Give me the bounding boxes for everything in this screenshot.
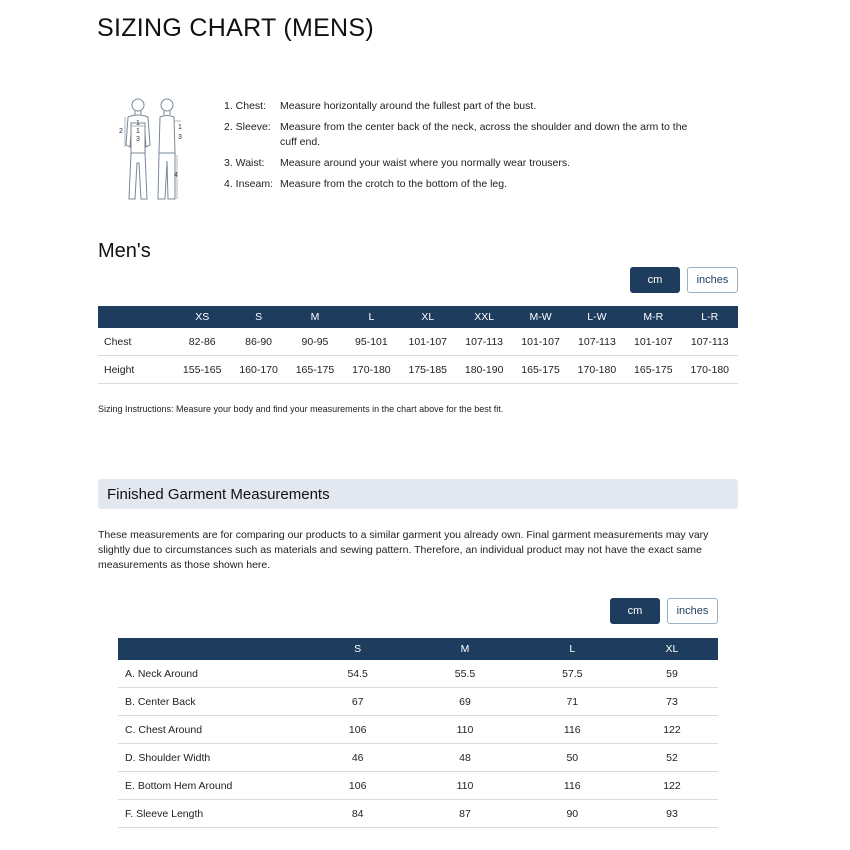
mens-cm-button[interactable]: cm — [630, 267, 680, 293]
table-cell: 101-107 — [400, 328, 456, 356]
table-header-cell: L-R — [682, 306, 738, 328]
table-header-row — [118, 638, 718, 660]
table-row — [118, 660, 718, 688]
table-cell: 46 — [304, 744, 411, 772]
garment-inches-button[interactable]: inches — [667, 598, 718, 624]
table-header-cell: M-R — [625, 306, 681, 328]
garment-section-title: Finished Garment Measurements — [107, 485, 330, 503]
table-row — [118, 800, 718, 828]
table-cell: 170-180 — [569, 356, 625, 384]
table-header-row — [98, 306, 738, 328]
table-cell: 73 — [626, 688, 718, 716]
table-cell: 107-113 — [569, 328, 625, 356]
table-cell: 106 — [304, 716, 411, 744]
table-cell: 122 — [626, 772, 718, 800]
table-header-cell: M — [411, 638, 518, 660]
row-label: Chest — [98, 328, 174, 356]
table-cell: 155-165 — [174, 356, 230, 384]
figure-label-2: 2 — [119, 128, 123, 135]
figure-label-3b: 3 — [178, 134, 182, 141]
instruction-description: Measure from the center back of the neck, across the shoulder and down the arm to the cuff end. — [280, 121, 688, 148]
instruction-item — [224, 120, 704, 150]
row-label: E. Bottom Hem Around — [118, 772, 304, 800]
table-row — [98, 328, 738, 356]
instruction-term: 2. Sleeve: — [224, 121, 271, 133]
sizing-instructions-note: Sizing Instructions: Measure your body and find your measurements in the chart above for the best fit. — [98, 404, 504, 414]
table-cell: 48 — [411, 744, 518, 772]
table-cell: 86-90 — [230, 328, 286, 356]
table-row — [118, 744, 718, 772]
figure-label-4: 4 — [174, 172, 178, 179]
table-header-cell: XL — [400, 306, 456, 328]
garment-measurement-table — [118, 638, 718, 828]
table-cell: 71 — [519, 688, 626, 716]
row-label: Height — [98, 356, 174, 384]
table-cell: 90-95 — [287, 328, 343, 356]
body-measurement-figure — [112, 95, 188, 205]
figure-label-3: 3 — [136, 136, 140, 143]
row-label: F. Sleeve Length — [118, 800, 304, 828]
instruction-term: 1. Chest: — [224, 100, 267, 112]
instruction-item — [224, 177, 704, 192]
table-cell: 165-175 — [287, 356, 343, 384]
table-cell: 54.5 — [304, 660, 411, 688]
table-row — [118, 688, 718, 716]
table-cell: 82-86 — [174, 328, 230, 356]
table-cell: 170-180 — [343, 356, 399, 384]
row-label: D. Shoulder Width — [118, 744, 304, 772]
measurement-instructions — [224, 99, 704, 198]
mens-size-table — [98, 306, 738, 384]
table-header-cell: S — [230, 306, 286, 328]
table-cell: 101-107 — [512, 328, 568, 356]
table-cell: 106 — [304, 772, 411, 800]
mens-unit-toggle — [630, 267, 738, 293]
row-label: B. Center Back — [118, 688, 304, 716]
table-cell: 52 — [626, 744, 718, 772]
instruction-term: 4. Inseam: — [224, 178, 274, 190]
table-cell: 90 — [519, 800, 626, 828]
page-title: SIZING CHART (MENS) — [97, 14, 375, 42]
table-header-empty — [98, 306, 174, 328]
table-cell: 93 — [626, 800, 718, 828]
table-cell: 122 — [626, 716, 718, 744]
table-header-cell: L-W — [569, 306, 625, 328]
figure-label-1c: 1 — [178, 124, 182, 131]
garment-cm-button[interactable]: cm — [610, 598, 660, 624]
garment-description: These measurements are for comparing our products to a similar garment you already own. Final garment measurements may vary slightly due to circumstances such as materials and sewing pattern. Therefore, an individual product may not have the exact same measurements as those shown here. — [98, 529, 709, 571]
table-header-cell: XS — [174, 306, 230, 328]
table-cell: 110 — [411, 716, 518, 744]
instruction-term: 3. Waist: — [224, 157, 265, 169]
mens-section-title: Men's — [98, 240, 151, 262]
table-cell: 101-107 — [625, 328, 681, 356]
instruction-item — [224, 156, 704, 171]
table-cell: 55.5 — [411, 660, 518, 688]
mens-inches-button[interactable]: inches — [687, 267, 738, 293]
table-cell: 95-101 — [343, 328, 399, 356]
table-header-cell: M — [287, 306, 343, 328]
table-cell: 180-190 — [456, 356, 512, 384]
table-header-cell: S — [304, 638, 411, 660]
garment-unit-toggle — [610, 598, 718, 624]
table-cell: 67 — [304, 688, 411, 716]
human-figure-illustration — [112, 95, 188, 205]
table-cell: 59 — [626, 660, 718, 688]
table-cell: 116 — [519, 772, 626, 800]
table-cell: 107-113 — [682, 328, 738, 356]
table-header-cell: XL — [626, 638, 718, 660]
table-cell: 50 — [519, 744, 626, 772]
row-label: C. Chest Around — [118, 716, 304, 744]
table-cell: 107-113 — [456, 328, 512, 356]
table-header-cell: L — [519, 638, 626, 660]
table-cell: 116 — [519, 716, 626, 744]
table-cell: 69 — [411, 688, 518, 716]
table-row — [98, 356, 738, 384]
instruction-description: Measure from the crotch to the bottom of the leg. — [280, 178, 508, 190]
table-cell: 165-175 — [625, 356, 681, 384]
table-cell: 87 — [411, 800, 518, 828]
table-header-cell: XXL — [456, 306, 512, 328]
table-cell: 84 — [304, 800, 411, 828]
table-header-cell: L — [343, 306, 399, 328]
instruction-description: Measure horizontally around the fullest part of the bust. — [280, 100, 537, 112]
table-cell: 170-180 — [682, 356, 738, 384]
table-cell: 57.5 — [519, 660, 626, 688]
figure-label-1b: 1 — [136, 128, 140, 135]
garment-section-banner — [98, 479, 738, 509]
row-label: A. Neck Around — [118, 660, 304, 688]
table-cell: 110 — [411, 772, 518, 800]
table-header-empty — [118, 638, 304, 660]
instruction-item — [224, 99, 704, 114]
figure-label-1: 1 — [136, 120, 140, 127]
instruction-description: Measure around your waist where you normally wear trousers. — [280, 157, 571, 169]
table-cell: 160-170 — [230, 356, 286, 384]
table-cell: 165-175 — [512, 356, 568, 384]
table-row — [118, 772, 718, 800]
table-row — [118, 716, 718, 744]
table-header-cell: M-W — [512, 306, 568, 328]
table-cell: 175-185 — [400, 356, 456, 384]
